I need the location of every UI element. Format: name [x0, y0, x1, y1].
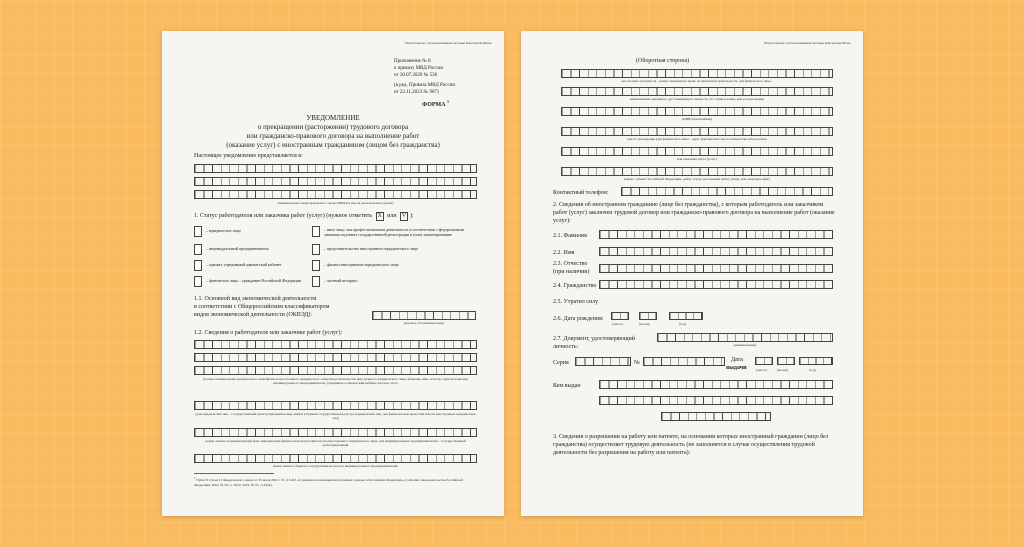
- id-doc-caption: (наименование): [733, 343, 757, 347]
- birthdate-label: 2.6. Дата рождения:: [553, 316, 604, 322]
- issue-day-cells[interactable]: [755, 357, 773, 365]
- status-option: – частный нотариус: [324, 278, 358, 283]
- egrip-caption: номер записи в Едином государственном реестре индивидуальных предпринимателей,: [272, 464, 399, 468]
- issued-by-cells[interactable]: [599, 396, 833, 405]
- footnote-body: Пункт 8 статьи 13 Федерального закона от 25 июля 2002 г. № 115-ФЗ «О правовом положении иностранных граждан в Российской Федерации» (Собрание законодательства Российской Федерации, 2002, № 30, ст. 3032; 2019, № 33, ст.4454).: [194, 478, 463, 487]
- employer-label: 1.2. Сведения о работодателе или заказчике работ (услуг):: [194, 330, 343, 336]
- date-caption: (число): [756, 368, 767, 372]
- field-caption: (место нахождения (для физического лица – адрес фактического места жительства работодателя: [627, 137, 767, 141]
- patronymic-cells[interactable]: [599, 264, 833, 273]
- annex-line: (в ред. Приказа МВД России: [394, 83, 456, 88]
- okved-label: видов экономической деятельности (ОКВЭД):: [194, 312, 312, 318]
- authority-cells[interactable]: [194, 164, 477, 173]
- issued-by-cells[interactable]: [599, 380, 833, 389]
- accreditation-caption: номер записи, подтверждающей факт аккредитации филиала или представительства иностранного юридического лица, для индивидуальных предпринимателей – государственный регистрационный: [205, 439, 466, 448]
- status-checkbox-branch[interactable]: [312, 260, 320, 271]
- status-checkbox-notary[interactable]: [312, 276, 320, 287]
- okved-cells[interactable]: [372, 311, 476, 320]
- status-option: – иное лицо, чья профессиональная деятельность в соответствии с федеральными законами подлежит государственной регистрации и (или) лицензированию: [324, 227, 464, 237]
- footnote-text: [194, 477, 479, 487]
- surname-label: 2.1. Фамилия: [553, 233, 587, 239]
- lost-label: 2.5. Утратил силу: [553, 299, 599, 305]
- employer-name-cells[interactable]: [194, 340, 477, 349]
- accreditation-cells[interactable]: [194, 428, 477, 437]
- okved-label: 1.1. Основной вид экономической деятельности: [194, 296, 317, 302]
- annex-line: от 22.11.2023 № 987): [394, 90, 439, 95]
- status-label: 1. Статус работодателя или заказчика работ (услуг) (нужное отметить X или V ):: [194, 213, 414, 219]
- date-caption: (год): [809, 368, 816, 372]
- status-option: – юридическое лицо: [206, 228, 241, 233]
- status-checkbox-individual[interactable]: [194, 276, 202, 287]
- footnote-divider: [194, 473, 274, 474]
- okved-label: в соответствии с Общероссийским классификатором: [194, 304, 330, 310]
- phone-label: Контактный телефон:: [553, 190, 609, 196]
- field-caption: или заказчика работ (услуг): [677, 157, 717, 161]
- status-checkbox-other-person[interactable]: [312, 226, 320, 237]
- issue-date-label: Дата: [731, 357, 743, 363]
- egrip-cells[interactable]: [194, 454, 477, 463]
- address-cells[interactable]: [561, 127, 833, 136]
- id-doc-label: личность:: [553, 344, 579, 350]
- birth-year-cells[interactable]: [669, 312, 703, 320]
- date-caption: (месяц): [639, 322, 650, 326]
- annex-line: к приказу МВД России: [394, 66, 444, 71]
- employer-name-caption: (полное наименование юридического лица/филиала иностранного юридического лица/представительства иностранного юридического лица, фамилия, имя, отчество (при их наличии) индивидуального предпринимателя, учредившего адвокатский кабинет/частного нота: [203, 377, 468, 386]
- status-checkbox-lawyer[interactable]: [194, 260, 202, 271]
- header-note: Подготовлено с использованием системы КонсультантПлюс: [764, 41, 851, 45]
- form-label: ФОРМА $^1$: [422, 99, 449, 108]
- ogrn-caption: (для юридических лиц – государственный регистрационный номер записи в Едином государственном реестре юридических лиц, для филиалов или представительств иностранных юридических лиц): [195, 412, 476, 421]
- form-subtitle: о прекращении (расторжении) трудового договора: [257, 123, 409, 131]
- header-note: Подготовлено с использованием системы КонсультантПлюс: [405, 41, 492, 45]
- series-cells[interactable]: [575, 357, 631, 366]
- date-caption: (число): [612, 322, 623, 326]
- employer-name-cells[interactable]: [194, 353, 477, 362]
- form-title: УВЕДОМЛЕНИЕ: [306, 114, 360, 122]
- form-page-back: [521, 31, 863, 516]
- status-checkbox-entrepreneur[interactable]: [194, 244, 202, 255]
- id-doc-label: 2.7. Документ, удостоверяющий: [553, 336, 635, 342]
- annex-line: Приложение № 8: [394, 59, 431, 64]
- status-option: – филиал иностранного юридического лица: [324, 262, 399, 267]
- status-option: – индивидуальный предприниматель: [206, 246, 270, 251]
- name-cells[interactable]: [599, 247, 833, 256]
- submitted-to-label: Настоящее уведомление представляется в:: [194, 153, 303, 159]
- issue-year-cells[interactable]: [799, 357, 833, 365]
- authority-cells[interactable]: [194, 177, 477, 186]
- status-option: – адвокат, учредивший адвокатский кабинет: [206, 262, 282, 267]
- ogrn-cells[interactable]: [194, 401, 477, 410]
- name-label: 2.2. Имя: [553, 250, 575, 256]
- form-subtitle: (оказание услуг) с иностранным гражданином (лицом без гражданства): [226, 141, 440, 149]
- footnote-mark: 1: [194, 476, 196, 480]
- issuer-code-cells[interactable]: [661, 412, 771, 421]
- field-caption: (ИНН (при наличии): [682, 117, 712, 121]
- issued-by-label: Кем выдан: [553, 383, 581, 389]
- series-label: Серия: [553, 360, 569, 366]
- birth-day-cells[interactable]: [611, 312, 629, 320]
- authority-caption: (наименование территориального органа МВД России на региональном уровне): [277, 201, 394, 205]
- birth-month-cells[interactable]: [639, 312, 657, 320]
- doc-number-cells[interactable]: [643, 357, 725, 366]
- status-option: – физическое лицо – гражданин Российской Федерации: [206, 278, 301, 283]
- citizenship-label: 2.4. Гражданство: [553, 283, 597, 289]
- annex-line: от 30.07.2020 № 536: [394, 73, 438, 78]
- status-v-sample: V: [401, 213, 407, 219]
- date-caption: (месяц): [777, 368, 788, 372]
- authority-cells[interactable]: [194, 190, 477, 199]
- form-page-front: [162, 31, 504, 516]
- address-cells[interactable]: [561, 147, 833, 156]
- section2-text: 2. Сведения об иностранном гражданине (лице без гражданства), с которым работодатель или заказчиком работ (услуг) заключен трудовой договор или гражданско-правового договора на выполнение работ (оказание услуг):: [553, 202, 835, 225]
- patronymic-label: 2.3. Отчество: [553, 261, 588, 267]
- patronymic-label: (при наличии): [553, 269, 590, 275]
- okved-caption: (кодовое обозначение вида): [404, 321, 444, 325]
- id-doc-cells[interactable]: [657, 333, 833, 342]
- status-checkbox-legal-entity[interactable]: [194, 226, 202, 237]
- number-label: №: [634, 360, 640, 366]
- status-checkbox-representative-office[interactable]: [312, 244, 320, 255]
- status-option: – представительство иностранного юридического лица: [324, 246, 418, 251]
- id-document-cells[interactable]: [561, 87, 833, 96]
- form-subtitle: или гражданско-правового договора на выполнение работ: [246, 132, 420, 140]
- license-cells[interactable]: [561, 69, 833, 78]
- address-cells[interactable]: [561, 167, 833, 176]
- side-label: (Оборотная сторона): [636, 58, 690, 64]
- citizenship-cells[interactable]: [599, 280, 833, 289]
- issue-month-cells[interactable]: [777, 357, 795, 365]
- inn-cells[interactable]: [561, 107, 833, 116]
- field-caption: индекс, субъект Российской Федерации, район, город, населенный пункт, улица, дом, квартира/офис): [623, 177, 771, 181]
- field-caption: для частных нотариусов – номер лицензии на право нотариальной деятельности, для физического лица –: [620, 79, 774, 83]
- date-caption: (год): [679, 322, 686, 326]
- section3-text: 3. Сведения о разрешении на работу или патенте, на основании которых иностранный гражданин (лицо без гражданства) осуществляет трудовую деятельность (не заполняется в случае осуществления трудовой деятельности без разрешения на работу или патента):: [553, 434, 829, 457]
- surname-cells[interactable]: [599, 230, 833, 239]
- status-x-sample: X: [377, 213, 382, 219]
- employer-name-cells[interactable]: [194, 366, 477, 375]
- field-caption: наименование документа, удостоверяющего личность, его серия и номер, кем и когда выдан): [629, 97, 765, 101]
- issue-date-label: выдачи: [726, 365, 747, 371]
- phone-cells[interactable]: [621, 187, 833, 196]
